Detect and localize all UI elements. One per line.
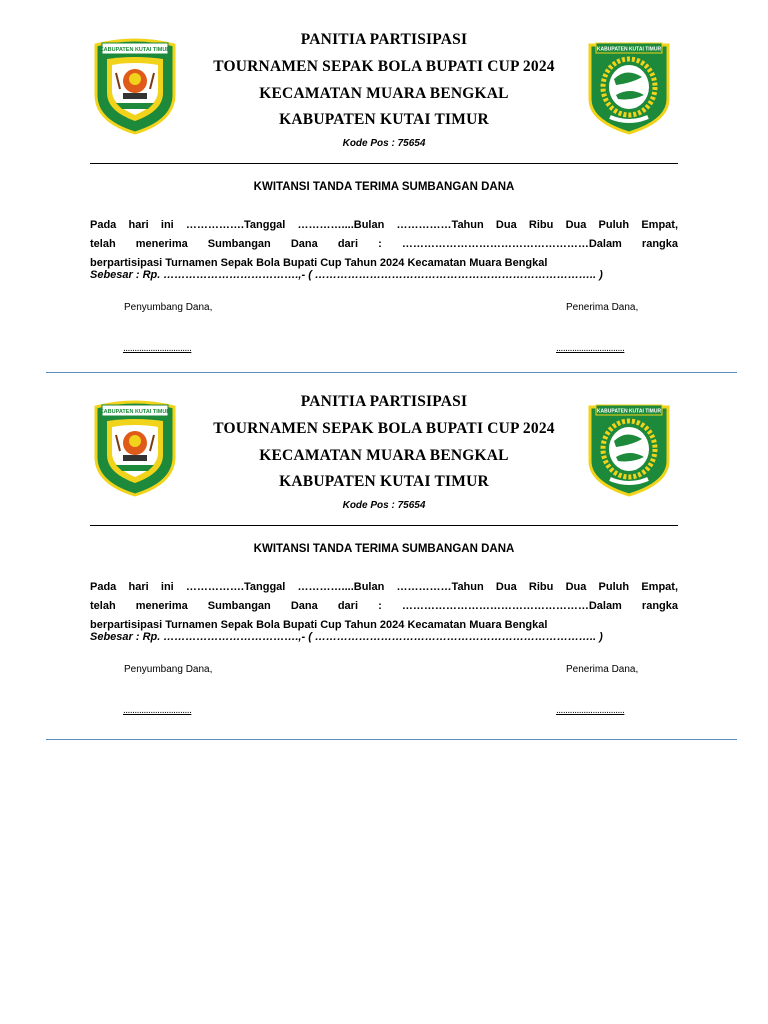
svg-text:KABUPATEN KUTAI TIMUR: KABUPATEN KUTAI TIMUR — [99, 47, 171, 53]
receiver-signature-line: .............................. — [556, 705, 625, 716]
receiver-label: Penerima Dana, — [566, 302, 639, 313]
header-divider — [90, 163, 678, 164]
body-line-purpose: berpartisipasi Turnamen Sepak Bola Bupati Cup Tahun 2024 Kecamatan Muara Bengkal — [90, 619, 548, 631]
district-title: KECAMATAN MUARA BENGKAL — [259, 85, 509, 102]
receipt-heading: KWITANSI TANDA TERIMA SUMBANGAN DANA — [253, 543, 515, 555]
body-line-purpose: berpartisipasi Turnamen Sepak Bola Bupati Cup Tahun 2024 Kecamatan Muara Bengkal — [90, 257, 548, 269]
receipt-heading: KWITANSI TANDA TERIMA SUMBANGAN DANA — [253, 181, 515, 193]
receiver-signature-line: .............................. — [556, 343, 625, 354]
body-line-donor: telah menerima Sumbangan Dana dari : ……………………………………………Dalam rangka — [90, 600, 678, 612]
receipt-1 — [0, 0, 768, 362]
body-line-date: Pada hari ini …………….Tanggal …………....Bulan ……………Tahun Dua Ribu Dua Puluh Empat, — [90, 581, 678, 593]
cut-separator-line — [46, 739, 737, 740]
svg-text:KABUPATEN KUTAI TIMUR: KABUPATEN KUTAI TIMUR — [596, 408, 662, 415]
postal-code: Kode Pos : 75654 — [342, 500, 426, 511]
postal-code: Kode Pos : 75654 — [342, 138, 426, 149]
receipt-body — [90, 578, 678, 635]
body-line-date: Pada hari ini …………….Tanggal …………....Bulan ……………Tahun Dua Ribu Dua Puluh Empat, — [90, 219, 678, 231]
donor-label: Penyumbang Dana, — [124, 664, 213, 675]
svg-text:KABUPATEN KUTAI TIMUR: KABUPATEN KUTAI TIMUR — [99, 409, 171, 415]
body-line-donor: telah menerima Sumbangan Dana dari : ……………………………………………Dalam rangka — [90, 238, 678, 250]
regency-title: KABUPATEN KUTAI TIMUR — [279, 111, 489, 128]
donor-signature-line: .............................. — [123, 343, 192, 354]
committee-title: PANITIA PARTISIPASI — [300, 393, 468, 410]
district-title: KECAMATAN MUARA BENGKAL — [259, 447, 509, 464]
regency-title: KABUPATEN KUTAI TIMUR — [279, 473, 489, 490]
header-divider — [90, 525, 678, 526]
receiver-label: Penerima Dana, — [566, 664, 639, 675]
committee-title: PANITIA PARTISIPASI — [300, 31, 468, 48]
svg-text:KABUPATEN KUTAI TIMUR: KABUPATEN KUTAI TIMUR — [596, 46, 662, 53]
amount-line: Sebesar : Rp. ……………………………….,- ( ………………………………………………………………….. ) — [90, 269, 603, 281]
donor-label: Penyumbang Dana, — [124, 302, 213, 313]
receipt-2 — [0, 362, 768, 724]
tournament-title: TOURNAMEN SEPAK BOLA BUPATI CUP 2024 — [213, 420, 555, 437]
receipt-body — [90, 216, 678, 273]
donor-signature-line: .............................. — [123, 705, 192, 716]
amount-line: Sebesar : Rp. ……………………………….,- ( ………………………………………………………………….. ) — [90, 631, 603, 643]
tournament-title: TOURNAMEN SEPAK BOLA BUPATI CUP 2024 — [213, 58, 555, 75]
